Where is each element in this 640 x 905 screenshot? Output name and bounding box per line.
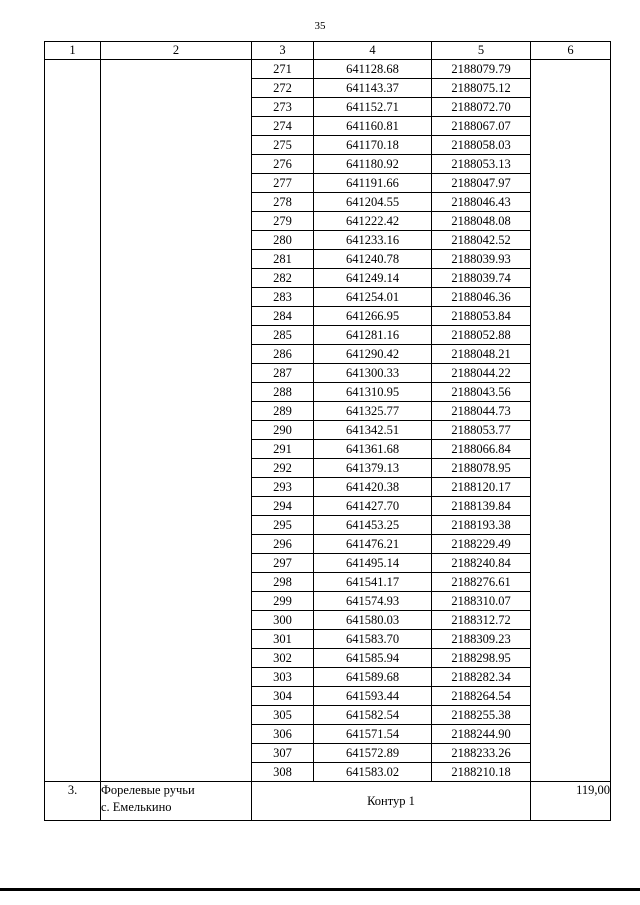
point-number: 289	[252, 402, 314, 421]
coord-x: 641580.03	[314, 611, 432, 630]
point-number: 297	[252, 554, 314, 573]
header-col-2: 2	[101, 42, 252, 60]
coord-x: 641266.95	[314, 307, 432, 326]
coord-x: 641583.02	[314, 763, 432, 782]
coord-x: 641160.81	[314, 117, 432, 136]
point-number: 285	[252, 326, 314, 345]
coord-x: 641128.68	[314, 60, 432, 79]
point-number: 284	[252, 307, 314, 326]
coord-y: 2188244.90	[432, 725, 531, 744]
point-number: 274	[252, 117, 314, 136]
header-col-1: 1	[45, 42, 101, 60]
object-number: 3.	[45, 782, 101, 821]
coord-y: 2188047.97	[432, 174, 531, 193]
coord-x: 641582.54	[314, 706, 432, 725]
point-number: 296	[252, 535, 314, 554]
point-number: 294	[252, 497, 314, 516]
coord-x: 641170.18	[314, 136, 432, 155]
coord-x: 641143.37	[314, 79, 432, 98]
coord-x: 641593.44	[314, 687, 432, 706]
coord-y: 2188053.77	[432, 421, 531, 440]
coord-x: 641240.78	[314, 250, 432, 269]
coord-x: 641281.16	[314, 326, 432, 345]
coordinates-table	[44, 41, 611, 821]
coord-x: 641204.55	[314, 193, 432, 212]
coord-y: 2188078.95	[432, 459, 531, 478]
coord-y: 2188229.49	[432, 535, 531, 554]
coord-x: 641152.71	[314, 98, 432, 117]
object-row	[45, 782, 611, 821]
point-number: 293	[252, 478, 314, 497]
point-number: 306	[252, 725, 314, 744]
point-number: 305	[252, 706, 314, 725]
coord-y: 2188298.95	[432, 649, 531, 668]
merged-col-2	[101, 60, 252, 782]
coord-y: 2188309.23	[432, 630, 531, 649]
coord-y: 2188058.03	[432, 136, 531, 155]
point-number: 291	[252, 440, 314, 459]
coord-y: 2188048.21	[432, 345, 531, 364]
coord-y: 2188264.54	[432, 687, 531, 706]
object-name-line1: Форелевые ручьи	[101, 783, 195, 797]
coord-x: 641379.13	[314, 459, 432, 478]
point-number: 299	[252, 592, 314, 611]
coord-y: 2188053.13	[432, 155, 531, 174]
coord-x: 641180.92	[314, 155, 432, 174]
point-number: 287	[252, 364, 314, 383]
header-col-4: 4	[314, 42, 432, 60]
coord-x: 641589.68	[314, 668, 432, 687]
coord-y: 2188044.73	[432, 402, 531, 421]
coord-y: 2188053.84	[432, 307, 531, 326]
header-col-3: 3	[252, 42, 314, 60]
point-number: 301	[252, 630, 314, 649]
point-number: 295	[252, 516, 314, 535]
coord-x: 641300.33	[314, 364, 432, 383]
coord-x: 641476.21	[314, 535, 432, 554]
coord-x: 641233.16	[314, 231, 432, 250]
coord-x: 641191.66	[314, 174, 432, 193]
point-number: 304	[252, 687, 314, 706]
coord-x: 641342.51	[314, 421, 432, 440]
coord-x: 641290.42	[314, 345, 432, 364]
coord-x: 641495.14	[314, 554, 432, 573]
coord-y: 2188067.07	[432, 117, 531, 136]
point-number: 298	[252, 573, 314, 592]
point-number: 277	[252, 174, 314, 193]
coord-y: 2188233.26	[432, 744, 531, 763]
coordinates-body	[45, 60, 611, 782]
coord-x: 641361.68	[314, 440, 432, 459]
point-number: 282	[252, 269, 314, 288]
coord-x: 641541.17	[314, 573, 432, 592]
bottom-rule	[0, 888, 640, 891]
object-name-line2: с. Емелькино	[101, 800, 172, 814]
coord-x: 641254.01	[314, 288, 432, 307]
point-number: 271	[252, 60, 314, 79]
coord-y: 2188072.70	[432, 98, 531, 117]
coord-x: 641585.94	[314, 649, 432, 668]
page-number: 35	[314, 20, 326, 32]
header-col-6: 6	[531, 42, 611, 60]
coord-x: 641222.42	[314, 212, 432, 231]
object-name	[101, 782, 252, 821]
point-number: 292	[252, 459, 314, 478]
merged-col-1	[45, 60, 101, 782]
coord-x: 641453.25	[314, 516, 432, 535]
coord-y: 2188046.36	[432, 288, 531, 307]
point-number: 275	[252, 136, 314, 155]
contour-label: Контур 1	[252, 782, 531, 821]
point-number: 272	[252, 79, 314, 98]
coord-y: 2188210.18	[432, 763, 531, 782]
point-number: 300	[252, 611, 314, 630]
point-number: 281	[252, 250, 314, 269]
coord-y: 2188048.08	[432, 212, 531, 231]
coord-y: 2188043.56	[432, 383, 531, 402]
coord-x: 641583.70	[314, 630, 432, 649]
coord-x: 641249.14	[314, 269, 432, 288]
point-number: 288	[252, 383, 314, 402]
point-number: 283	[252, 288, 314, 307]
coord-y: 2188310.07	[432, 592, 531, 611]
header-col-5: 5	[432, 42, 531, 60]
point-number: 308	[252, 763, 314, 782]
coord-y: 2188075.12	[432, 79, 531, 98]
point-number: 303	[252, 668, 314, 687]
header-row	[45, 42, 611, 60]
point-number: 276	[252, 155, 314, 174]
table-row	[45, 60, 611, 79]
point-number: 286	[252, 345, 314, 364]
coord-y: 2188276.61	[432, 573, 531, 592]
coord-y: 2188052.88	[432, 326, 531, 345]
point-number: 302	[252, 649, 314, 668]
coord-y: 2188079.79	[432, 60, 531, 79]
point-number: 290	[252, 421, 314, 440]
coord-x: 641325.77	[314, 402, 432, 421]
coord-y: 2188312.72	[432, 611, 531, 630]
point-number: 307	[252, 744, 314, 763]
coord-y: 2188139.84	[432, 497, 531, 516]
coord-y: 2188042.52	[432, 231, 531, 250]
coord-x: 641310.95	[314, 383, 432, 402]
coord-y: 2188120.17	[432, 478, 531, 497]
coord-x: 641427.70	[314, 497, 432, 516]
coord-y: 2188240.84	[432, 554, 531, 573]
coord-y: 2188066.84	[432, 440, 531, 459]
coord-y: 2188193.38	[432, 516, 531, 535]
point-number: 279	[252, 212, 314, 231]
coord-y: 2188046.43	[432, 193, 531, 212]
point-number: 273	[252, 98, 314, 117]
point-number: 280	[252, 231, 314, 250]
coord-x: 641420.38	[314, 478, 432, 497]
coord-x: 641574.93	[314, 592, 432, 611]
coord-y: 2188255.38	[432, 706, 531, 725]
coord-y: 2188039.93	[432, 250, 531, 269]
merged-col-6	[531, 60, 611, 782]
object-area: 119,00	[531, 782, 611, 821]
coord-x: 641572.89	[314, 744, 432, 763]
coord-y: 2188044.22	[432, 364, 531, 383]
coord-x: 641571.54	[314, 725, 432, 744]
coord-y: 2188039.74	[432, 269, 531, 288]
point-number: 278	[252, 193, 314, 212]
coord-y: 2188282.34	[432, 668, 531, 687]
